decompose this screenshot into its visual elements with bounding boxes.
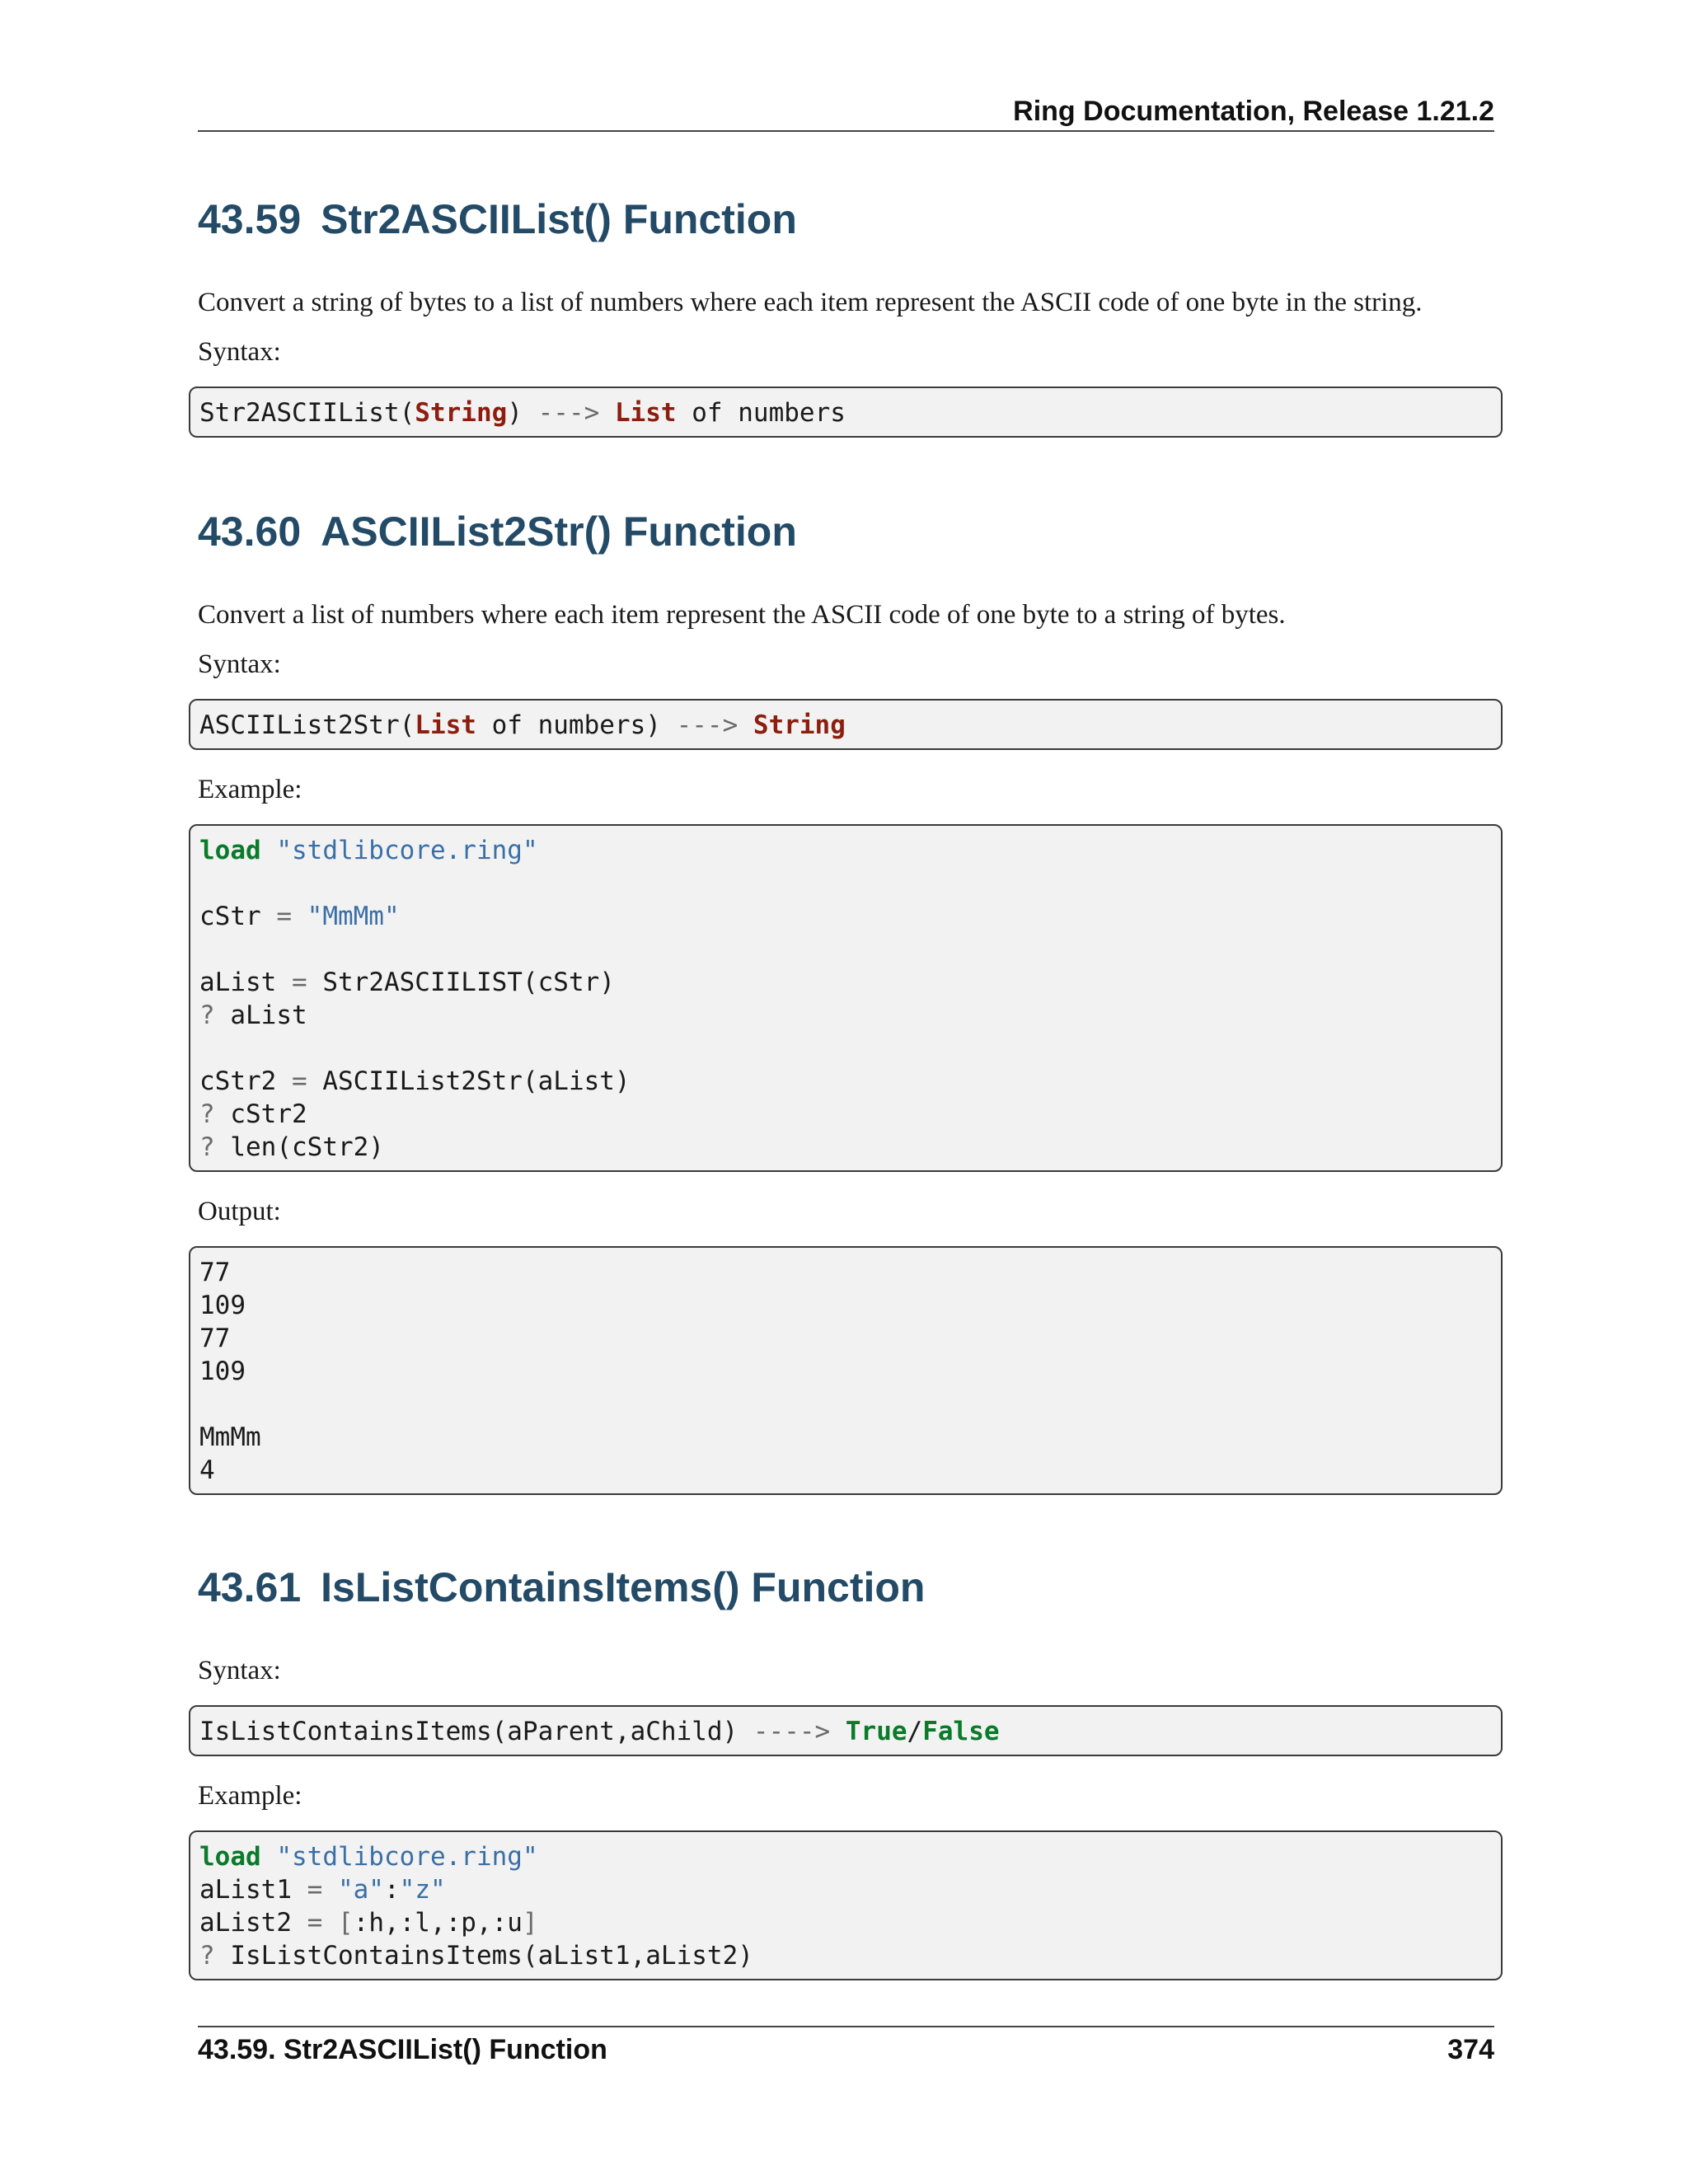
example-label: Example: xyxy=(198,775,302,804)
code-line xyxy=(199,867,1492,900)
code-line: aList2 = [:h,:l,:p,:u] xyxy=(199,1908,538,1938)
code-line: aList1 = "a":"z" xyxy=(199,1875,446,1905)
section-heading-43-59 xyxy=(198,193,1494,246)
section-number: 43.60 xyxy=(198,509,302,555)
output-code-block xyxy=(189,1246,1503,1495)
page-number: 374 xyxy=(1447,2034,1494,2065)
running-header: Ring Documentation, Release 1.21.2 xyxy=(1013,96,1494,127)
code-line: Str2ASCIIList(String) ---> List of numbers xyxy=(199,398,846,428)
code-line: ASCIIList2Str(List of numbers) ---> String xyxy=(199,710,846,740)
output-line xyxy=(199,1388,1492,1421)
header-rule xyxy=(198,130,1494,132)
section-heading-43-60 xyxy=(198,505,1494,558)
code-line xyxy=(199,1032,1492,1065)
code-line: IsListContainsItems(aParent,aChild) ----> True/False xyxy=(199,1717,1000,1746)
section-title: ASCIIList2Str() Function xyxy=(321,509,797,555)
section-title: Str2ASCIIList() Function xyxy=(321,196,797,242)
section-number: 43.59 xyxy=(198,196,302,242)
syntax-code-block xyxy=(189,387,1503,438)
syntax-label: Syntax: xyxy=(198,649,281,679)
section-title: IsListContainsItems() Function xyxy=(321,1564,926,1610)
output-line: MmMm xyxy=(199,1422,261,1452)
syntax-label: Syntax: xyxy=(198,1656,281,1685)
code-line: cStr2 = ASCIIList2Str(aList) xyxy=(199,1066,631,1096)
section-description: Convert a list of numbers where each item represent the ASCII code of one byte to a string of bytes. xyxy=(198,600,1286,630)
output-line: 77 xyxy=(199,1258,231,1287)
output-line: 109 xyxy=(199,1357,246,1386)
footer-section-link[interactable]: 43.59. Str2ASCIIList() Function xyxy=(198,2034,607,2065)
code-line: ? len(cStr2) xyxy=(199,1132,384,1162)
code-line xyxy=(199,933,1492,966)
example-code-block xyxy=(189,824,1503,1172)
code-line: ? cStr2 xyxy=(199,1099,307,1129)
code-line: cStr = "MmMm" xyxy=(199,902,400,931)
section-number: 43.61 xyxy=(198,1564,302,1610)
section-description: Convert a string of bytes to a list of numbers where each item represent the ASCII code of one byte in the string. xyxy=(198,288,1423,317)
output-line: 109 xyxy=(199,1291,246,1320)
code-line: aList = Str2ASCIILIST(cStr) xyxy=(199,968,615,997)
syntax-code-block xyxy=(189,1705,1503,1756)
output-line: 77 xyxy=(199,1324,231,1353)
code-line: ? aList xyxy=(199,1001,307,1030)
code-line: load "stdlibcore.ring" xyxy=(199,1842,538,1872)
syntax-code-block xyxy=(189,699,1503,750)
example-code-block xyxy=(189,1830,1503,1980)
footer-rule xyxy=(198,2026,1494,2027)
output-line: 4 xyxy=(199,1455,215,1485)
output-label: Output: xyxy=(198,1197,281,1226)
section-heading-43-61 xyxy=(198,1561,1494,1614)
syntax-label: Syntax: xyxy=(198,337,281,367)
example-label: Example: xyxy=(198,1781,302,1811)
code-line: ? IsListContainsItems(aList1,aList2) xyxy=(199,1941,753,1971)
code-line: load "stdlibcore.ring" xyxy=(199,836,538,865)
